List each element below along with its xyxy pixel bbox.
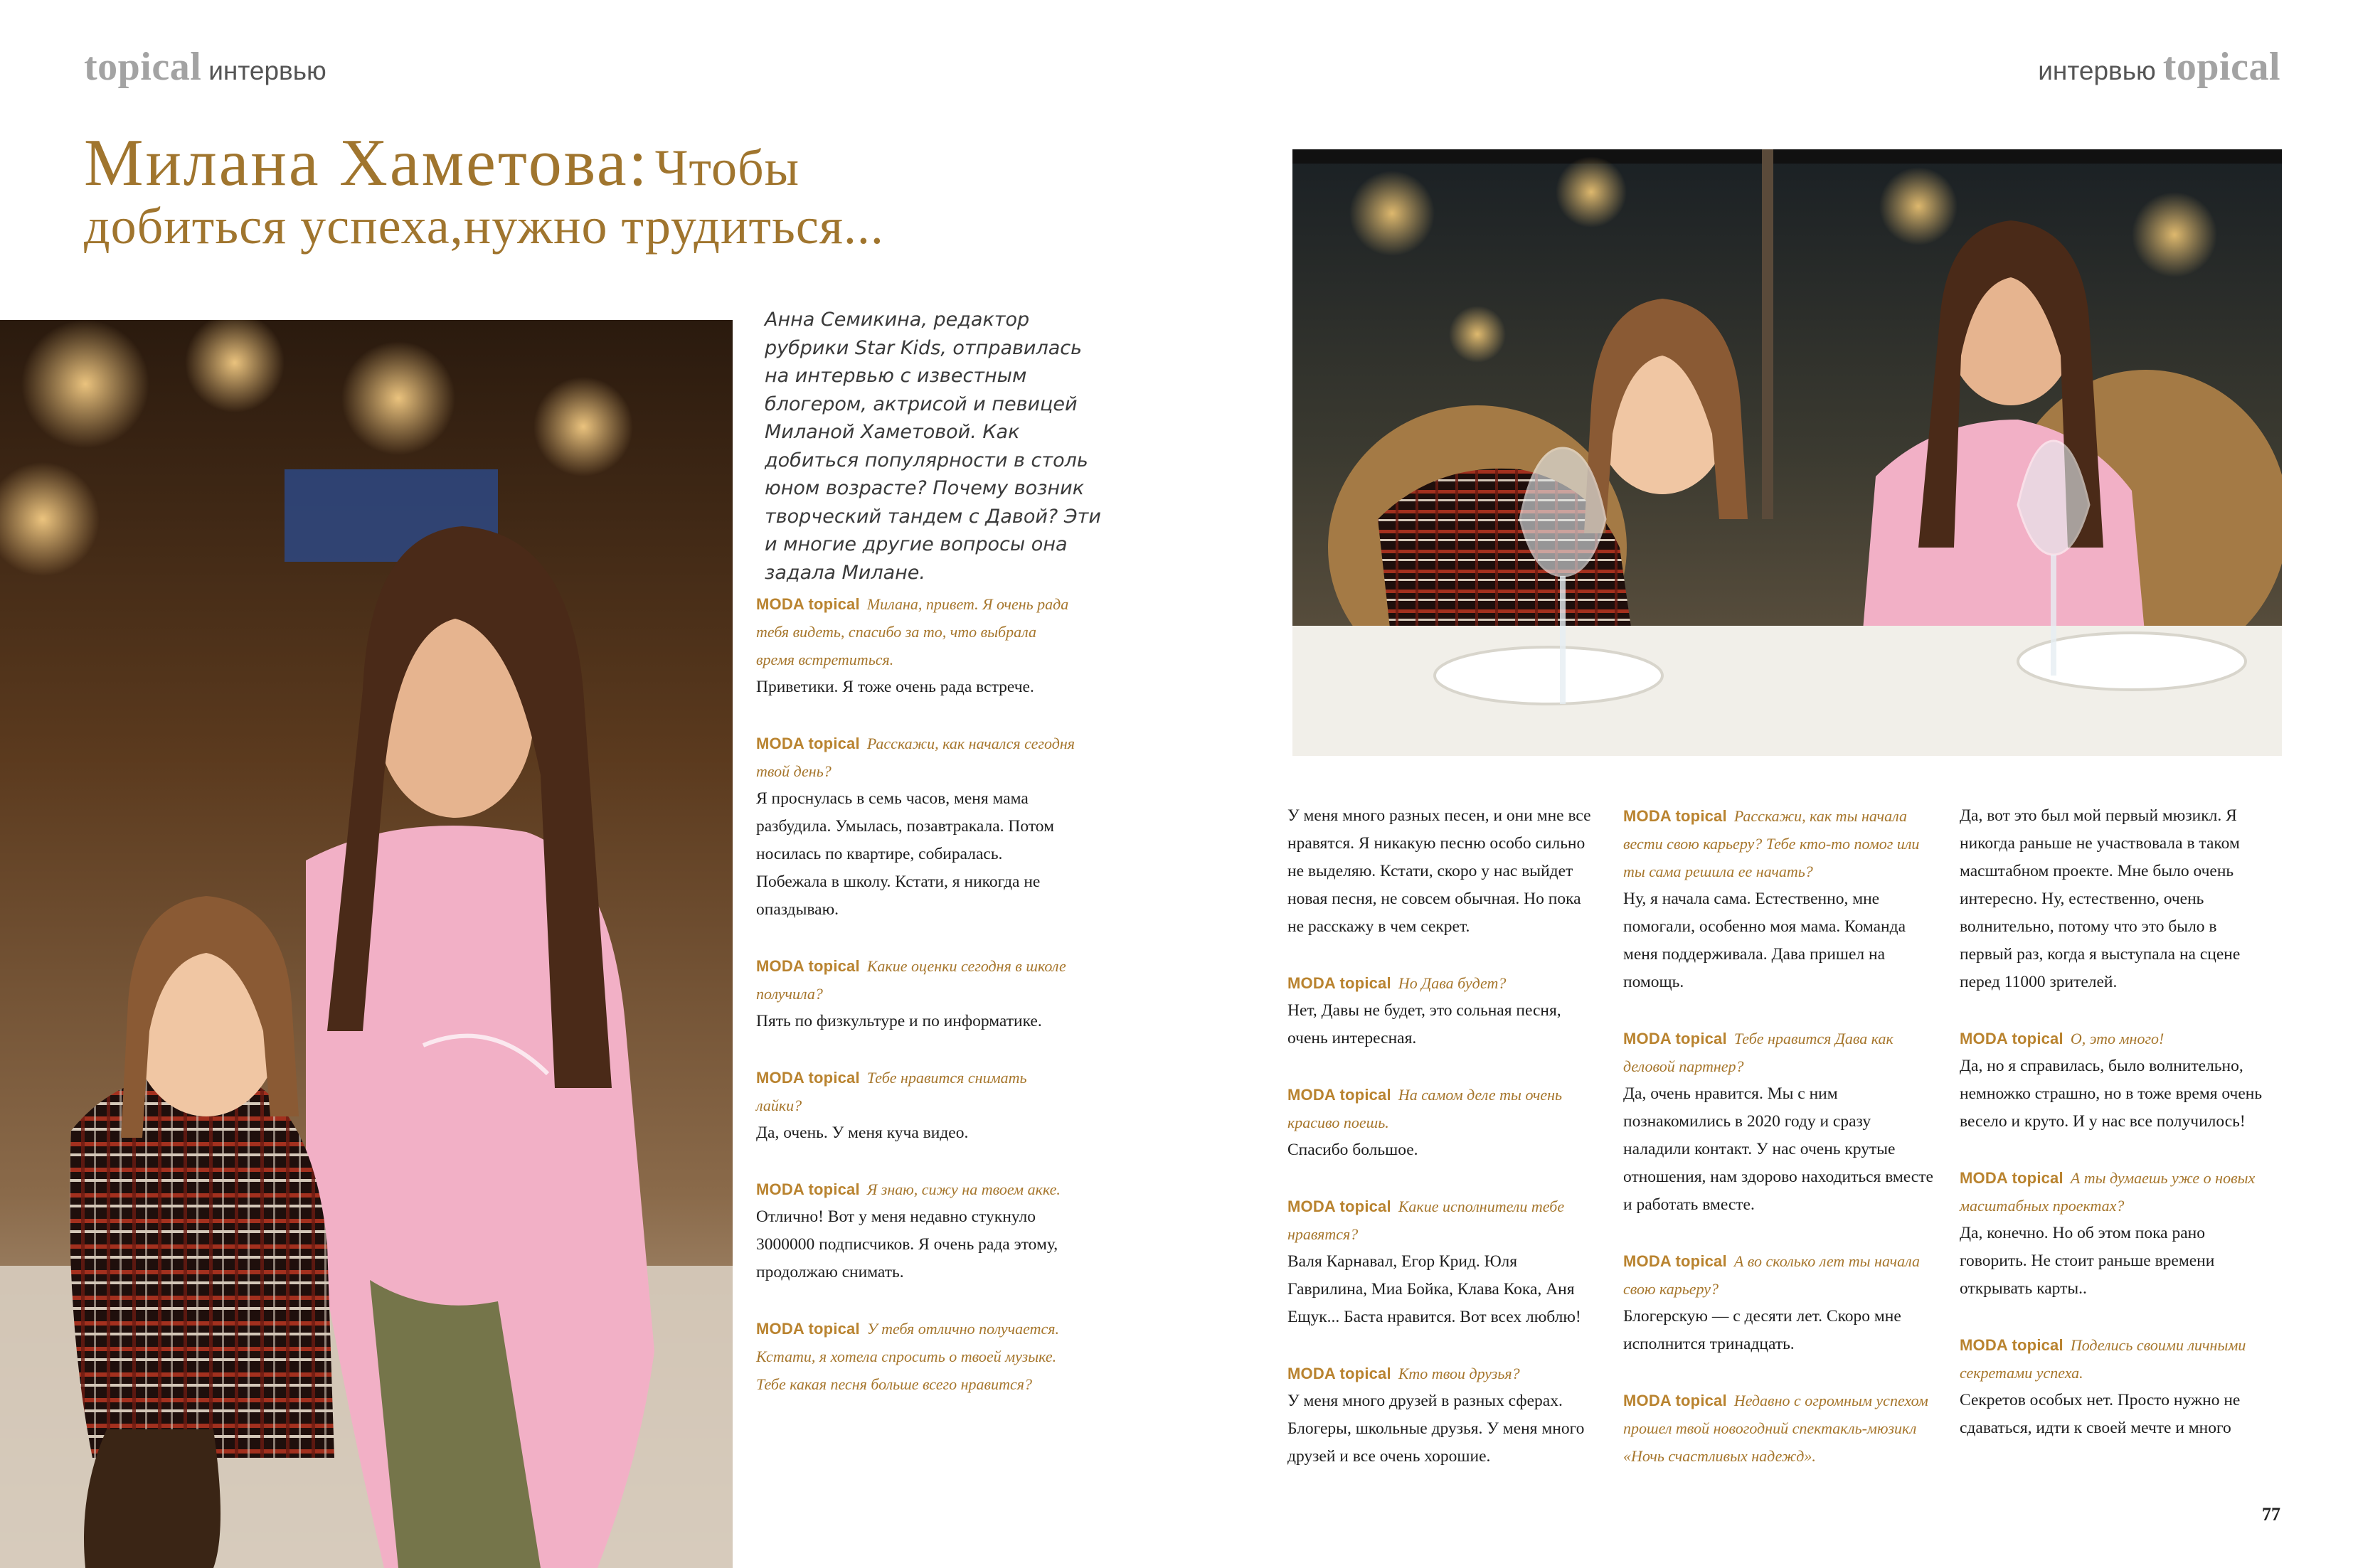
answer-text: У меня много разных песен, и они мне все нравятся. Я никакую песню особо сильно не выделяю. Кстати, скоро у нас выйдет новая песня, не совсем обычная. Но пока не расскажу в чем секрет. bbox=[1287, 806, 1591, 936]
answer-text: Валя Карнавал, Егор Крид. Юля Гаврилина, Миа Бойка, Клава Кока, Аня Ещук... Баста нравится. Вот всех люблю! bbox=[1287, 1252, 1581, 1326]
qa-block bbox=[1960, 1331, 2273, 1442]
answer-text: Я проснулась в семь часов, меня мама разбудила. Умылась, позавтракала. Потом носилась по квартире, собиралась. Побежала в школу. Кстати, я никогда не опаздываю. bbox=[756, 789, 1054, 919]
page-number: 77 bbox=[2262, 1504, 2280, 1525]
question-text: Какие оценки сегодня в школе получила? bbox=[756, 957, 1066, 1003]
qa-block bbox=[756, 952, 1076, 1035]
article-lead: Анна Семикина, редактор рубрики Star Kids, отправилась на интервью с известным блогером, актрисой и певицей Миланой Хаметовой. Как добиться популярности в столь юном возрасте? Почему возник творческий тандем с Давой? Эти и многие другие вопросы она задала Милане. bbox=[765, 309, 1101, 584]
qa-block bbox=[1287, 1360, 1600, 1471]
question bbox=[1623, 1387, 1936, 1470]
qa-block bbox=[756, 1064, 1076, 1147]
answer-text: Нет, Давы не будет, это сольная песня, очень интересная. bbox=[1287, 1001, 1561, 1047]
qa-block bbox=[1287, 969, 1600, 1052]
question bbox=[756, 1175, 1076, 1203]
interviewer-tag: MODA topical bbox=[756, 1069, 860, 1087]
qa-block bbox=[1287, 1081, 1600, 1164]
question bbox=[1287, 969, 1600, 997]
question-text: Недавно с огромным успехом прошел твой новогодний спектакль-мюзикл «Ночь счастливых надежд». bbox=[1623, 1392, 1928, 1465]
interviewer-tag: MODA topical bbox=[1287, 974, 1391, 992]
question-text: А во сколько лет ты начала свою карьеру? bbox=[1623, 1252, 1921, 1298]
section-label: интервью bbox=[2038, 56, 2156, 85]
question-text: Расскажи, как начался сегодня твой день? bbox=[756, 735, 1075, 780]
text-column-1 bbox=[756, 590, 1076, 1426]
text-column-2 bbox=[1287, 802, 1600, 1499]
article-headline bbox=[84, 126, 938, 255]
question-text: Я знаю, сижу на твоем акке. bbox=[866, 1180, 1061, 1198]
section-label: интервью bbox=[208, 56, 326, 85]
interviewer-tag: MODA topical bbox=[1960, 1336, 2063, 1354]
answer-text: Да, очень. У меня куча видео. bbox=[756, 1124, 969, 1142]
interviewer-tag: MODA topical bbox=[1287, 1086, 1391, 1104]
answer-text: Да, вот это был мой первый мюзикл. Я никогда раньше не участвовала в таком масштабном проекте. Мне было очень интересно. Ну, естественно, очень волнительно, потому что это было в первый раз, когда я выступала на сцене перед 11000 зрителей. bbox=[1960, 806, 2241, 991]
brand-wordmark: topical bbox=[84, 45, 202, 89]
answer-text: Да, конечно. Но об этом пока рано говорить. Не стоит раньше времени открывать карты.. bbox=[1960, 1224, 2215, 1298]
interviewer-tag: MODA topical bbox=[1960, 1030, 2063, 1047]
interviewer-tag: MODA topical bbox=[1623, 807, 1727, 825]
question-text: Какие исполнители тебе нравятся? bbox=[1287, 1198, 1565, 1243]
interviewer-tag: MODA topical bbox=[1960, 1169, 2063, 1187]
answer-text: Пять по физкультуре и по информатике. bbox=[756, 1012, 1042, 1030]
interviewer-tag: MODA topical bbox=[756, 1180, 860, 1198]
question bbox=[1960, 1331, 2273, 1387]
question-text: На самом деле ты очень красиво поешь. bbox=[1287, 1086, 1563, 1131]
photo-dinner-table-illustration bbox=[1292, 149, 2282, 756]
qa-block bbox=[1623, 1025, 1936, 1219]
question bbox=[1623, 802, 1936, 885]
answer-text: У меня много друзей в разных сферах. Блогеры, школьные друзья. У меня много друзей и все очень хорошие. bbox=[1287, 1392, 1585, 1466]
answer-text: Да, но я справилась, было волнительно, немножко страшно, но в тоже время очень весело и круто. И у нас все получилось! bbox=[1960, 1057, 2263, 1131]
question bbox=[1960, 1164, 2273, 1220]
question-text: Тебе нравится Дава как деловой партнер? bbox=[1623, 1030, 1893, 1075]
question bbox=[1623, 1247, 1936, 1303]
interviewer-tag: MODA topical bbox=[1287, 1365, 1391, 1382]
interviewer-tag: MODA topical bbox=[756, 595, 860, 613]
answer-text: Ну, я начала сама. Естественно, мне помогали, особенно моя мама. Команда меня поддерживала. Дава пришел на помощь. bbox=[1623, 890, 1906, 991]
question bbox=[1287, 1193, 1600, 1248]
answer-text: Блогерскую — с десяти лет. Скоро мне исполнится тринадцать. bbox=[1623, 1307, 1901, 1353]
question bbox=[1623, 1025, 1936, 1080]
running-head-right bbox=[2038, 44, 2280, 101]
question bbox=[1287, 1360, 1600, 1387]
qa-block bbox=[1960, 1025, 2273, 1136]
answer-text: Секретов особых нет. Просто нужно не сдаваться, идти к своей мечте и много bbox=[1960, 1391, 2241, 1437]
question-text: Милана, привет. Я очень рада тебя видеть, спасибо за то, что выбрала время встретиться. bbox=[756, 595, 1069, 668]
qa-block bbox=[1287, 802, 1600, 941]
question-text: А ты думаешь уже о новых масштабных проектах? bbox=[1960, 1169, 2256, 1215]
interviewer-tag: MODA topical bbox=[1623, 1392, 1727, 1409]
interviewer-tag: MODA topical bbox=[1623, 1252, 1727, 1270]
text-column-3 bbox=[1623, 802, 1936, 1498]
question bbox=[756, 590, 1076, 673]
headline-rest: Чтобы bbox=[654, 139, 800, 196]
interviewer-tag: MODA topical bbox=[756, 1320, 860, 1338]
question bbox=[756, 1315, 1076, 1398]
qa-block bbox=[1623, 1247, 1936, 1358]
qa-block bbox=[756, 730, 1076, 924]
question bbox=[756, 952, 1076, 1008]
qa-block bbox=[1287, 1193, 1600, 1331]
running-head-left bbox=[84, 44, 326, 101]
question bbox=[1287, 1081, 1600, 1136]
answer-text: Спасибо большое. bbox=[1287, 1141, 1418, 1159]
question-text: У тебя отлично получается. Кстати, я хотела спросить о твоей музыке. Тебе какая песня больше всего нравится? bbox=[756, 1320, 1059, 1393]
qa-block bbox=[756, 1175, 1076, 1286]
photo-portrait-illustration bbox=[0, 320, 733, 1568]
question-text: Но Дава будет? bbox=[1398, 974, 1507, 992]
answer-text: Да, очень нравится. Мы с ним познакомились в 2020 году и сразу наладили контакт. У нас очень крутые отношения, нам здорово находиться вместе и работать вместе. bbox=[1623, 1084, 1933, 1214]
answer-text: Приветики. Я тоже очень рада встрече. bbox=[756, 678, 1034, 696]
question-text: О, это много! bbox=[2070, 1030, 2165, 1047]
question-text: Кто твои друзья? bbox=[1398, 1365, 1520, 1382]
qa-block bbox=[1960, 802, 2273, 996]
qa-block bbox=[1623, 1387, 1936, 1470]
interviewer-tag: MODA topical bbox=[756, 735, 860, 752]
headline-line2: добиться успеха,нужно трудиться... bbox=[84, 197, 884, 255]
question bbox=[756, 730, 1076, 785]
question bbox=[1960, 1025, 2273, 1052]
answer-text: Отлично! Вот у меня недавно стукнуло 3000000 подписчиков. Я очень рада этому, продолжаю снимать. bbox=[756, 1207, 1058, 1281]
interviewer-tag: MODA topical bbox=[1287, 1198, 1391, 1215]
interviewer-tag: MODA topical bbox=[1623, 1030, 1727, 1047]
qa-block bbox=[756, 1315, 1076, 1398]
qa-block bbox=[756, 590, 1076, 701]
qa-block bbox=[1623, 802, 1936, 996]
question bbox=[756, 1064, 1076, 1119]
interviewer-tag: MODA topical bbox=[756, 957, 860, 975]
question-text: Расскажи, как ты начала вести свою карьеру? Тебе кто-то помог или ты сама решила ее начать? bbox=[1623, 807, 1920, 880]
question-text: Поделись своими личными секретами успеха. bbox=[1960, 1336, 2246, 1382]
brand-wordmark: topical bbox=[2162, 45, 2280, 89]
qa-block bbox=[1960, 1164, 2273, 1303]
question-text: Тебе нравится снимать лайки? bbox=[756, 1069, 1027, 1114]
photo-portrait bbox=[0, 320, 733, 1568]
photo-dinner-table bbox=[1292, 149, 2282, 756]
headline-name: Милана Хаметова: bbox=[84, 126, 649, 200]
text-column-4 bbox=[1960, 802, 2273, 1471]
